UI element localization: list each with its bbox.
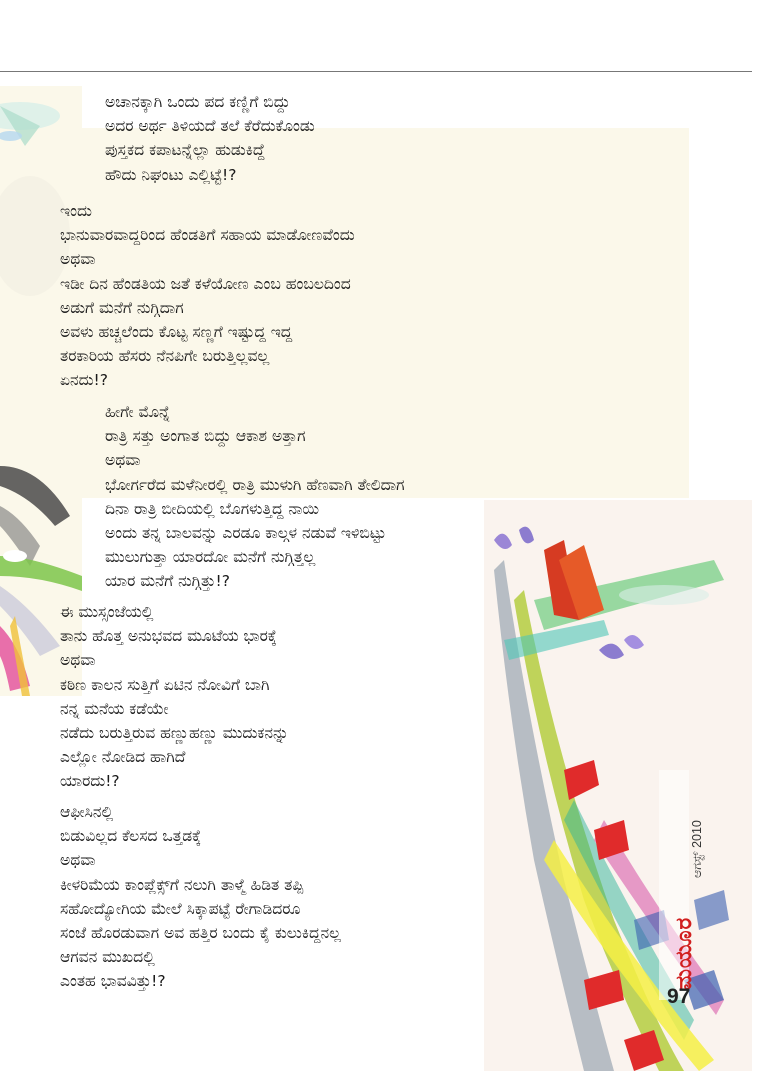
poem-line: ಅಥವಾ bbox=[60, 250, 96, 269]
stanza-5 bbox=[60, 800, 341, 994]
header-rule bbox=[0, 71, 752, 72]
page-number: 97 bbox=[667, 985, 691, 1008]
poem-line: ಅಥವಾ bbox=[105, 451, 141, 470]
magazine-name: ಮಯೂರ bbox=[672, 916, 697, 990]
poem-line: ಅಥವಾ bbox=[60, 851, 96, 870]
poem-line: ಬಿಡುವಿಲ್ಲದ ಕೆಲಸದ ಒತ್ತಡಕ್ಕೆ bbox=[60, 827, 202, 846]
poem-line: ಮುಲುಗುತ್ತಾ ಯಾರದೋ ಮನೆಗೆ ನುಗ್ಗಿತ್ತಲ್ಲ bbox=[105, 548, 316, 567]
poem-line: ಭಾನುವಾರವಾದ್ದರಿಂದ ಹೆಂಡತಿಗೆ ಸಹಾಯ ಮಾಡೋಣವೆಂದು bbox=[60, 226, 355, 245]
poem-line: ಎಲ್ಲೋ ನೋಡಿದ ಹಾಗಿದೆ bbox=[60, 748, 186, 767]
poem-line: ಅಥವಾ bbox=[60, 651, 96, 670]
poem-line: ಅವಳು ಹಚ್ಚಲೆಂದು ಕೊಟ್ಟ ಸಣ್ಣಗೆ ಇಷ್ಟುದ್ದ ಇದ್ದ bbox=[60, 322, 293, 341]
poem-line: ರಾತ್ರಿ ಸತ್ತು ಅಂಗಾತ ಬಿದ್ದು ಆಕಾಶ ಅತ್ತಾಗ bbox=[105, 427, 306, 446]
poem-line: ಈ ಮುಸ್ಸಂಜೆಯಲ್ಲಿ bbox=[60, 603, 154, 621]
poem-line: ನಡೆದು ಬರುತ್ತಿರುವ ಹಣ್ಣುಹಣ್ಣು ಮುದುಕನನ್ನು bbox=[60, 723, 289, 742]
poem-line: ಕಠಿಣ ಕಾಲನ ಸುತ್ತಿಗೆ ಏಟಿನ ನೋವಿಗೆ ಬಾಗಿ bbox=[60, 675, 270, 694]
poem-line: ದಿನಾ ರಾತ್ರಿ ಬೀದಿಯಲ್ಲಿ ಬೊಗಳುತ್ತಿದ್ದ ನಾಯಿ bbox=[105, 499, 320, 518]
poem-line: ತರಕಾರಿಯ ಹೆಸರು ನೆನಪಿಗೇ ಬರುತ್ತಿಲ್ಲವಲ್ಲ bbox=[60, 347, 270, 366]
poem-line: ಇಂದು bbox=[60, 202, 92, 220]
stanza-2 bbox=[60, 199, 355, 393]
poem-line: ಎಂತಹ ಭಾವವಿತ್ತು!? bbox=[60, 972, 166, 991]
poem-line: ಅಚಾನಕ್ಕಾಗಿ ಒಂದು ಪದ ಕಣ್ಣಿಗೆ ಬಿದ್ದು bbox=[105, 93, 291, 111]
poem-line: ನನ್ನ ಮನೆಯ ಕಡೆಯೇ bbox=[60, 699, 169, 718]
poem-line: ಯಾರದು!? bbox=[60, 772, 120, 791]
poem-line: ಅದರ ಅರ್ಥ ತಿಳಿಯದೆ ತಲೆ ಕೆರೆದುಕೊಂಡು bbox=[105, 117, 315, 136]
poem-line: ಆಗವನ ಮುಖದಲ್ಲಿ bbox=[60, 948, 155, 967]
poem-line: ಹೌದು ನಿಘಂಟು ಎಲ್ಲಿಟ್ಟೆ!? bbox=[105, 165, 237, 184]
stanza-3 bbox=[105, 400, 405, 594]
poem-line: ಪುಸ್ತಕದ ಕಪಾಟನ್ನೆಲ್ಲಾ ಹುಡುಕಿದ್ದೆ bbox=[105, 141, 265, 160]
poem-line: ಭೋರ್ಗರೆದ ಮಳೆನೀರಲ್ಲಿ ರಾತ್ರಿ ಮುಳುಗಿ ಹೆಣವಾಗಿ ತೇಲಿದಾಗ bbox=[105, 475, 405, 494]
stanza-4 bbox=[60, 600, 289, 794]
poem-line: ಏನದು!? bbox=[60, 371, 108, 390]
poem-line: ಅಂದು ತನ್ನ ಬಾಲವನ್ನು ಎರಡೂ ಕಾಲ್ಗಳ ನಡುವೆ ಇಳಿಬಿಟ್ಟು bbox=[105, 523, 387, 542]
poem-line: ಸಂಜೆ ಹೊರಡುವಾಗ ಅವ ಹತ್ತಿರ ಬಂದು ಕೈ ಕುಲುಕಿದ್ದನಲ್ಲ bbox=[60, 923, 341, 942]
poem-line: ಕೀಳರಿಮೆಯ ಕಾಂಪ್ಲೆಕ್ಸ್‌ಗೆ ನಲುಗಿ ತಾಳ್ಮೆ ಹಿಡಿತ ತಪ್ಪಿ bbox=[60, 875, 304, 894]
right-watercolor-illustration bbox=[484, 500, 752, 1071]
poem-line: ಆಫೀಸಿನಲ್ಲಿ bbox=[60, 803, 114, 821]
stanza-1 bbox=[105, 90, 315, 187]
poem-line: ತಾನು ಹೊತ್ತ ಅನುಭವದ ಮೂಟೆಯ ಭಾರಕ್ಕೆ bbox=[60, 627, 277, 646]
issue-date: ಆಗಸ್ಟ್ 2010 bbox=[690, 820, 704, 878]
poem-line: ಇಡೀ ದಿನ ಹೆಂಡತಿಯ ಜತೆ ಕಳೆಯೋಣ ಎಂಬ ಹಂಬಲದಿಂದ bbox=[60, 274, 351, 293]
poem-line: ಹೀಗೇ ಮೊನ್ನೆ bbox=[105, 403, 171, 421]
poem-line: ಸಹೋದ್ಯೋಗಿಯ ಮೇಲೆ ಸಿಕ್ಕಾಪಟ್ಟೆ ರೇಗಾಡಿದರೂ bbox=[60, 899, 301, 918]
poem-line: ಯಾರ ಮನೆಗೆ ನುಗ್ಗಿತ್ತು!? bbox=[105, 572, 230, 591]
poem-line: ಅಡುಗೆ ಮನೆಗೆ ನುಗ್ಗಿದಾಗ bbox=[60, 298, 184, 317]
